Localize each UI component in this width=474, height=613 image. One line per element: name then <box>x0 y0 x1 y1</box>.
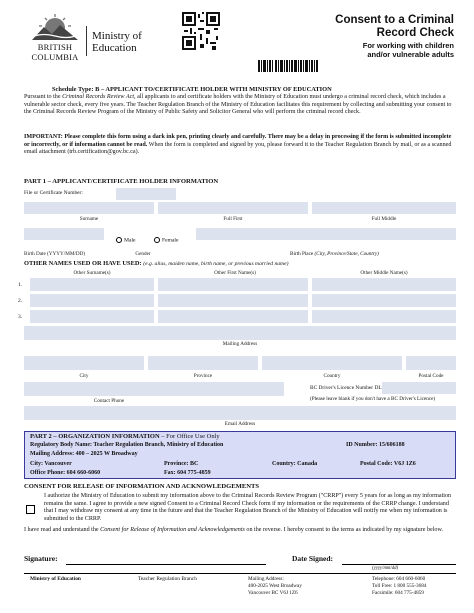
consent-heading: CONSENT FOR RELEASE OF INFORMATION AND ACKNOWLEDGEMENTS <box>24 483 260 490</box>
part2-heading: PART 2 – ORGANIZATION INFORMATION <box>30 433 160 440</box>
read-italic: Consent for Release of Information and Acknowledgements <box>100 527 245 533</box>
male-label: Male <box>124 237 136 244</box>
sun-mountain-icon <box>32 14 78 40</box>
part1-heading: PART 1 – APPLICANT/CERTIFICATE HOLDER INFORMATION <box>24 178 219 185</box>
contact-phone-label: Contact Phone <box>93 398 125 404</box>
postal-code-label: Postal Code <box>418 373 444 379</box>
other-surname-field-2[interactable] <box>30 294 154 307</box>
part2-fax: Fax: 604 775-4859 <box>164 470 211 476</box>
row-number-1: 1. <box>18 282 23 288</box>
logo-text-british: BRITISH <box>37 42 73 52</box>
id-number: ID Number: 15/606188 <box>346 442 405 448</box>
important-rest: When the form is completed and signed by you, please forward it to the Teacher Regulation Branch by mail, or as a scanned email attachment (trb.certification@gov.bc.ca). <box>24 141 452 156</box>
email-field[interactable] <box>24 406 456 420</box>
subtitle-line1: For working with children <box>362 41 454 50</box>
signature-line[interactable] <box>66 564 266 565</box>
part2-city: City: Vancouver <box>30 461 72 467</box>
subtitle-line2: and/or vulnerable adults <box>367 49 454 59</box>
date-format-hint: (yyyy/mm/dd) <box>372 566 399 571</box>
other-middle-field-1[interactable] <box>312 278 456 291</box>
female-option[interactable] <box>154 237 178 244</box>
intro-text-b: , all applicants to and certificate holders with the Ministry of Education must undergo a criminal record check, which includes a vulnerable sector check, every five years. The Teacher Regulation Branch of the Ministry of Education facilitates this requirement by collecting and submitting your consent to the Criminal Records Review Program of the Ministry of Public Safety and Solicitor General who will perform the criminal record check. <box>24 94 452 116</box>
row-number-3: 3. <box>18 314 23 320</box>
postal-code-field[interactable] <box>406 356 456 370</box>
licence-hint: (Please leave blank if you don't have a BC Driver's Licence) <box>310 396 436 402</box>
ministry-line1: Ministry of <box>92 30 142 42</box>
schedule-type: Schedule Type: B – APPLICANT TO/CERTIFICATE HOLDER WITH MINISTRY OF EDUCATION <box>52 86 332 93</box>
logo-text-columbia: COLUMBIA <box>31 52 79 62</box>
other-first-field-2[interactable] <box>158 294 308 307</box>
qr-code-icon <box>182 12 220 50</box>
country-field[interactable] <box>262 356 402 370</box>
birth-place-field[interactable] <box>196 228 456 240</box>
regulatory-body: Regulatory Body Name: Teacher Regulation Branch, Ministry of Education <box>30 442 224 448</box>
footer-contacts <box>372 576 426 597</box>
male-radio[interactable] <box>116 237 122 243</box>
part2-country: Country: Canada <box>272 461 318 467</box>
footer-mail-line1: Mailing Address: <box>248 576 284 582</box>
other-surname-field-1[interactable] <box>30 278 154 291</box>
footer-fax: Facsimile: 604 775-4859 <box>372 590 424 596</box>
country-label: Country <box>323 373 341 379</box>
other-first-field-1[interactable] <box>158 278 308 291</box>
full-middle-field[interactable] <box>312 202 456 214</box>
ministry-line2: Education <box>92 42 137 54</box>
female-radio[interactable] <box>154 237 160 243</box>
drivers-licence-field[interactable] <box>382 382 456 394</box>
mailing-address-field[interactable] <box>24 326 456 340</box>
other-names-heading-group <box>24 260 288 268</box>
email-label: Email Address <box>224 421 256 427</box>
birth-date-label: Birth Date (YYYY/MM/DD) <box>24 251 86 257</box>
read-text-b: on the reverse. I hereby consent to the terms as indicated by my signature below. <box>244 527 444 533</box>
full-first-label: Full First <box>223 216 243 222</box>
other-middle-label: Other Middle Name(s) <box>360 270 408 276</box>
part2-office-phone: Office Phone: 604 660-6060 <box>30 470 101 476</box>
title-line2: Record Check <box>376 26 454 39</box>
intro-text-a: Pursuant to the <box>24 94 63 100</box>
bc-logo <box>30 14 80 66</box>
birth-date-field[interactable] <box>24 228 104 240</box>
intro-paragraph <box>24 94 454 117</box>
footer-divider <box>24 573 456 574</box>
part2-province: Province: BC <box>164 461 199 467</box>
footer-mail-line2: 400-2025 West Broadway <box>248 583 302 589</box>
ministry-name <box>92 30 142 54</box>
other-surname-field-3[interactable] <box>30 310 154 323</box>
footer-branch: Teacher Regulation Branch <box>138 576 197 582</box>
part2-heading-group <box>30 433 220 441</box>
part2-postal: Postal Code: V6J 1Z6 <box>360 461 416 467</box>
footer-mail-line3: Vancouver BC V6J 1Z6 <box>248 590 298 596</box>
footer-ministry: Ministry of Education <box>30 576 81 582</box>
important-paragraph <box>24 134 454 157</box>
consent-text: I authorize the Ministry of Education to submit my information above to the Criminal Records Review Program ("CRRP") every 5 years for as long as my information remains the same. I agree to provide a new signed Consent to a Criminal Record Check form if my information or the requirements of the CRRP change. I understand that I may withdraw my consent at any time in the future and that the Teacher Regulation Branch of the Ministry of Education will notify me when my information is submitted to the CRRP. <box>44 493 452 522</box>
female-label: Female <box>162 237 179 244</box>
form-title <box>294 14 454 39</box>
signature-label: Signature: <box>24 554 58 563</box>
other-surname-label: Other Surname(s) <box>73 270 111 276</box>
file-number-label: File or Certificate Number: <box>24 190 83 196</box>
other-middle-field-3[interactable] <box>312 310 456 323</box>
licence-label: BC Driver's Licence Number DL <box>310 385 382 391</box>
contact-phone-field[interactable] <box>24 382 284 396</box>
part2-mailing: Mailing Address: 400 – 2025 W Broadway <box>30 451 138 457</box>
part2-heading-note: – For Office Use Only <box>159 433 220 440</box>
city-field[interactable] <box>24 356 144 370</box>
consent-checkbox[interactable] <box>26 505 35 514</box>
date-signed-line[interactable] <box>342 564 456 565</box>
surname-field[interactable] <box>24 202 154 214</box>
footer-phone: Telephone: 604 660-6060 <box>372 576 426 582</box>
province-label: Province <box>193 373 213 379</box>
row-number-2: 2. <box>18 298 23 304</box>
other-names-hint: (e.g. alias, maiden name, birth name, or previous married name) <box>143 261 289 267</box>
title-line1: Consent to a Criminal <box>335 14 454 26</box>
footer-tollfree: Toll Free: 1 800 555-3684 <box>372 583 427 589</box>
file-number-field[interactable] <box>116 188 176 200</box>
important-bold: IMPORTANT: Please complete this form using a dark ink pen, printing clearly and carefully. There may be a delay in processing if the form is submitted incomplete or incorrectly, or if information cannot be read. <box>24 134 452 148</box>
province-field[interactable] <box>148 356 258 370</box>
birth-place-label-group <box>290 251 379 258</box>
footer-mailing <box>248 576 302 597</box>
surname-label: Surname <box>79 216 99 222</box>
logo-divider <box>86 26 87 56</box>
full-middle-label: Full Middle <box>371 216 397 222</box>
date-signed-label: Date Signed: <box>292 554 334 563</box>
form-subtitle <box>294 42 454 59</box>
full-first-field[interactable] <box>158 202 308 214</box>
read-text-a: I have read and understand the <box>24 527 101 533</box>
other-middle-field-2[interactable] <box>312 294 456 307</box>
other-names-heading: OTHER NAMES USED OR HAVE USED: <box>24 260 142 267</box>
city-label: City <box>79 373 89 379</box>
intro-act-name: Criminal Records Review Act <box>62 94 135 100</box>
mailing-address-label: Mailing Address <box>222 341 258 347</box>
male-option[interactable] <box>116 237 136 244</box>
birth-place-hint: (City, Province/State, Country) <box>314 251 379 257</box>
barcode-icon <box>258 60 318 72</box>
birth-place-label: Birth Place <box>290 251 314 257</box>
read-understand-text <box>24 527 456 535</box>
other-first-label: Other First Name(s) <box>214 270 256 276</box>
other-first-field-3[interactable] <box>158 310 308 323</box>
gender-label: Gender <box>135 251 151 257</box>
